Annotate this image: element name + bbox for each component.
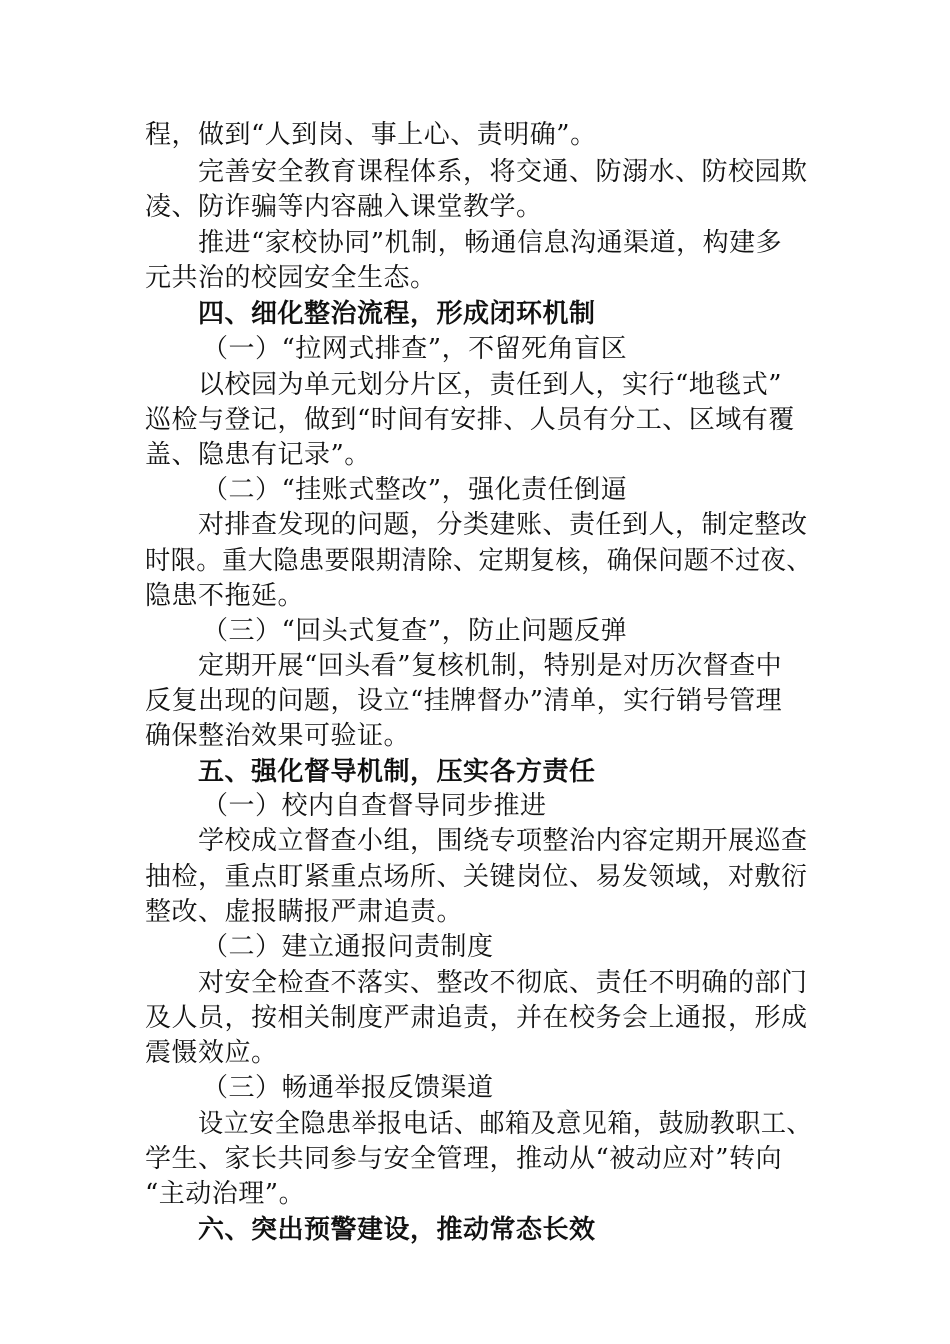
paragraph-line: 隐患不拖延。 bbox=[145, 581, 305, 611]
paragraph-line: 整改、虚报瞒报严肃追责。 bbox=[145, 897, 464, 927]
section-heading: 六、突出预警建设，推动常态长效 bbox=[198, 1215, 596, 1245]
paragraph-line: 学生、家长共同参与安全管理，推动从“被动应对”转向 bbox=[145, 1144, 783, 1174]
paragraph-line: 盖、隐患有记录”。 bbox=[145, 440, 371, 470]
paragraph-line: 时限。重大隐患要限期清除、定期复核，确保问题不过夜、 bbox=[145, 546, 813, 576]
section-heading: 五、强化督导机制，压实各方责任 bbox=[198, 757, 596, 787]
paragraph-line: 设立安全隐患举报电话、邮箱及意见箱，鼓励教职工、 bbox=[198, 1109, 813, 1139]
paragraph-line: 对排查发现的问题，分类建账、责任到人，制定整改 bbox=[198, 510, 808, 540]
paragraph-line: 凌、防诈骗等内容融入课堂教学。 bbox=[145, 192, 543, 222]
paragraph-line: 巡检与登记，做到“时间有安排、人员有分工、区域有覆 bbox=[145, 405, 795, 435]
subsection-heading: （三）“回头式复查”，防止问题反弹 bbox=[202, 616, 628, 646]
paragraph-line: 程，做到“人到岗、事上心、责明确”。 bbox=[145, 120, 597, 150]
paragraph-line: 推进“家校协同”机制，畅通信息沟通渠道，构建多 bbox=[198, 228, 783, 258]
paragraph-line: 反复出现的问题，设立“挂牌督办”清单，实行销号管理 bbox=[145, 686, 783, 716]
paragraph-line: 对安全检查不落实、整改不彻底、责任不明确的部门 bbox=[198, 968, 808, 998]
subsection-heading: （二）建立通报问责制度 bbox=[202, 932, 494, 962]
paragraph-line: 元共治的校园安全生态。 bbox=[145, 263, 437, 293]
paragraph-line: 完善安全教育课程体系，将交通、防溺水、防校园欺 bbox=[198, 157, 808, 187]
subsection-heading: （三）畅通举报反馈渠道 bbox=[202, 1073, 494, 1103]
paragraph-line: 定期开展“回头看”复核机制，特别是对历次督查中 bbox=[198, 651, 783, 681]
paragraph-line: 确保整治效果可验证。 bbox=[145, 721, 411, 751]
paragraph-line: 学校成立督查小组，围绕专项整治内容定期开展巡查 bbox=[198, 826, 808, 856]
paragraph-line: 以校园为单元划分片区，责任到人，实行“地毯式” bbox=[198, 370, 783, 400]
subsection-heading: （一）“拉网式排查”，不留死角盲区 bbox=[202, 334, 628, 364]
paragraph-line: 抽检，重点盯紧重点场所、关键岗位、易发领域，对敷衍 bbox=[145, 862, 808, 892]
paragraph-line: 震慑效应。 bbox=[145, 1038, 278, 1068]
subsection-heading: （二）“挂账式整改”，强化责任倒逼 bbox=[202, 475, 628, 505]
subsection-heading: （一）校内自查督导同步推进 bbox=[202, 791, 547, 821]
paragraph-line: 及人员，按相关制度严肃追责，并在校务会上通报，形成 bbox=[145, 1003, 808, 1033]
section-heading: 四、细化整治流程，形成闭环机制 bbox=[198, 299, 596, 329]
paragraph-line: “主动治理”。 bbox=[145, 1179, 306, 1209]
